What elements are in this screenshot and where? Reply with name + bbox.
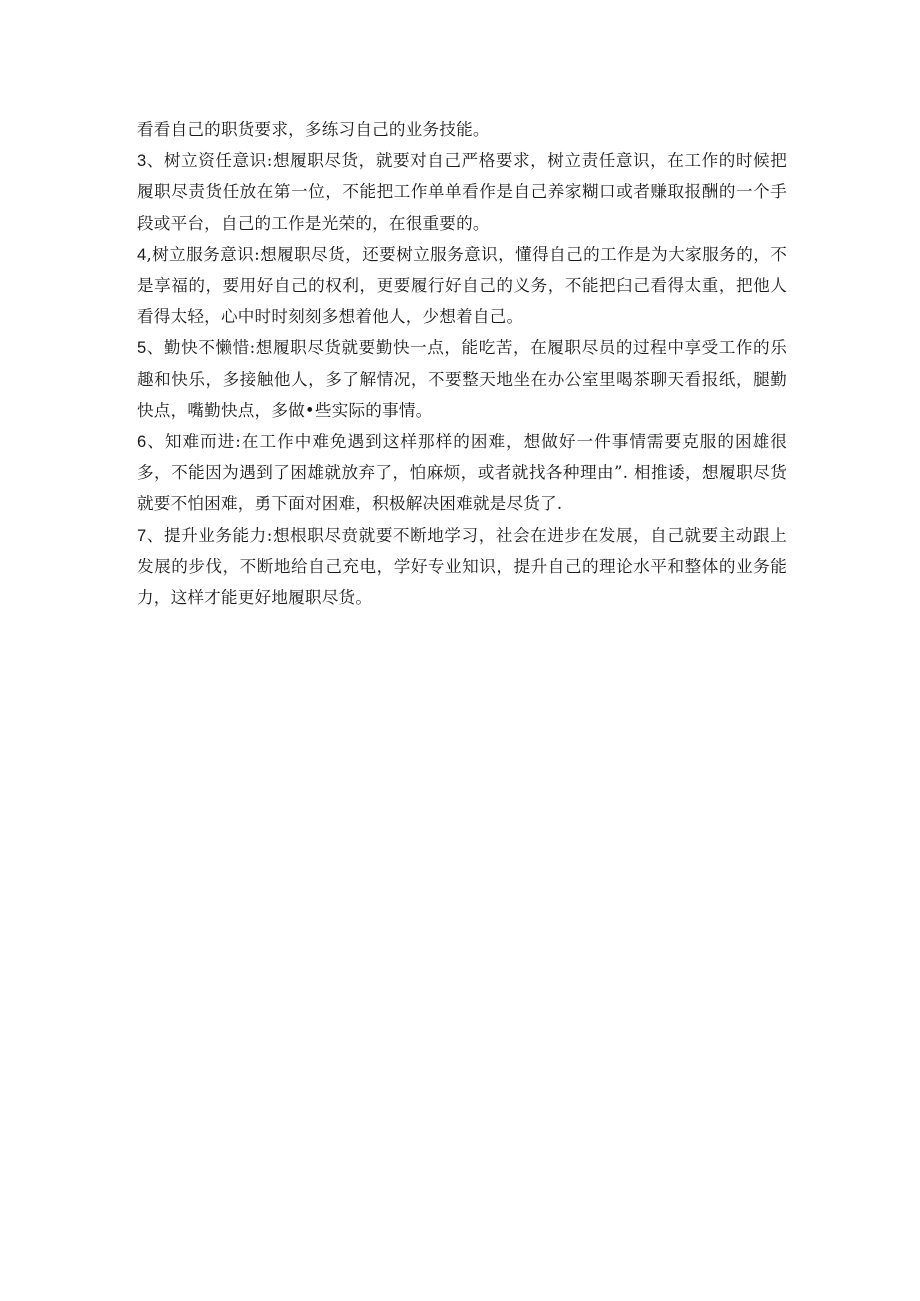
paragraph-item-3	[137, 145, 787, 239]
paragraph-number: 3	[137, 151, 147, 171]
paragraph-text: 、勤快不懒惜:想履职尽货就要勤快一点，能吃苦，在履职尽员的过程中享受工作的乐趣和快乐，多接触他人，多了解情况，不要整天地坐在办公室里喝茶聊天看报纸，腿勤快点，嘴勤快点，多做•些实际的事情。	[137, 338, 787, 420]
paragraph-text: ,树立服务意识:想履职尽货，还要树立服务意识，懂得自己的工作是为大家服务的，不是享福的，要用好自己的权利，更要履行好自己的义务，不能把臼己看得太重，把他人看得太轻，心中时时刻刻多想着他人，少想着自己。	[137, 244, 787, 327]
paragraph-number: 6	[137, 432, 147, 452]
paragraph-continuation	[137, 114, 787, 145]
paragraph-item-6	[137, 426, 787, 520]
paragraph-number: 5	[137, 338, 147, 358]
paragraph-number: 7	[137, 525, 147, 545]
paragraph-item-4	[137, 239, 787, 333]
document-body	[137, 114, 787, 613]
paragraph-text: 、知难而进:在工作中难免遇到这样那样的困难，想做好一件事情需要克服的困雄很多，不能因为遇到了困雄就放弃了，怕麻烦，或者就找各种理由”. 相推诿，想履职尽货就要不怕困难，勇下面对困难，积极解决困难就是尽货了.	[137, 432, 787, 514]
paragraph-number: 4	[137, 244, 147, 264]
paragraph-text: 看看自己的职货要求，多练习自己的业务技能。	[137, 120, 490, 139]
paragraph-text: 、提升业务能力:想根职尽贲就要不断地学习，社会在进步在发展，自己就要主动跟上发展的步伐，不断地给自己充电，学好专业知识，提升自己的理论水平和整体的业务能力，这样才能更好地履职尽货。	[137, 525, 787, 608]
paragraph-item-5	[137, 332, 787, 426]
paragraph-item-7	[137, 520, 787, 614]
paragraph-text: 、树立资任意识:想履职尽货，就要对自己严格要求，树立责任意识，在工作的时候把履职尽责货任放在第一位，不能把工作单单看作是自己养家糊口或者赚取报酬的一个手段或平台，自己的工作是光荣的，在很重要的。	[137, 151, 787, 233]
